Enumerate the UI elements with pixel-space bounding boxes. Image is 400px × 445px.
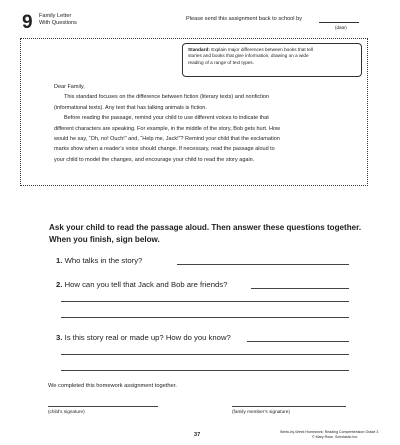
instructions: Ask your child to read the passage aloud. Then answer these questions together. When you finish, sign below. — [49, 223, 362, 244]
header-title-line2: With Questions — [39, 20, 77, 26]
date-label: (date) — [335, 25, 347, 30]
footer-credit-line1: Week-by-Week Homework: Reading Comprehension Grade 3 — [280, 430, 379, 434]
question-number: 1. — [56, 256, 63, 265]
question-text: Is this story real or made up? How do you know? — [64, 333, 231, 342]
header-title-line1: Family Letter — [39, 13, 72, 19]
letter-greeting: Dear Family, — [54, 84, 85, 90]
family-signature-label: (family member’s signature) — [232, 409, 290, 414]
date-blank-line[interactable] — [319, 22, 359, 23]
answer-line[interactable] — [61, 317, 349, 318]
completion-statement: We completed this homework assignment together. — [48, 383, 177, 389]
question-text: Who talks in the story? — [64, 256, 143, 265]
page-number: 37 — [194, 432, 201, 438]
child-signature-line[interactable] — [48, 406, 158, 407]
letter-line: Before reading the passage, remind your child to use different voices to indicate that — [64, 115, 269, 121]
activity-number: 9 — [22, 12, 33, 33]
standard-label: Standard: — [188, 47, 210, 52]
answer-line[interactable] — [61, 301, 349, 302]
question-3 — [56, 333, 231, 342]
answer-line[interactable] — [247, 341, 349, 342]
footer-credit-line2: © Mary Rose, Scholastic Inc. — [312, 435, 359, 439]
letter-line: would he say, “Oh, no! Ouch!” and, “Help me, Jack!”? Remind your child that the exclamation — [54, 136, 280, 142]
standard-line1: Explain major differences between books that tell — [211, 47, 313, 52]
question-1 — [56, 256, 142, 265]
question-2 — [56, 280, 227, 289]
standard-line2: stories and books that give information, drawing on a wide — [188, 53, 309, 59]
child-signature-label: (child’s signature) — [48, 409, 85, 414]
question-number: 2. — [56, 280, 63, 289]
family-signature-line[interactable] — [232, 406, 346, 407]
answer-line[interactable] — [61, 370, 349, 371]
answer-line[interactable] — [251, 288, 349, 289]
standard-box — [182, 43, 362, 77]
letter-line: marks show when a reader’s voice should change. If necessary, read the passage aloud to — [54, 146, 275, 152]
letter-line: This standard focuses on the difference between fiction (literary texts) and nonfiction — [64, 94, 270, 100]
letter-line: your child to model the changes, and encourage your child to read the story again. — [54, 157, 255, 163]
standard-line3: reading of a range of text types. — [188, 59, 254, 65]
question-number: 3. — [56, 333, 63, 342]
letter-line: different characters are speaking. For example, in the middle of the story, Bob gets hurt. How — [54, 126, 281, 132]
letter-line: (informational texts). Any text that has talking animals is fiction. — [54, 105, 207, 111]
answer-line[interactable] — [177, 264, 349, 265]
question-text: How can you tell that Jack and Bob are friends? — [64, 280, 228, 289]
send-back-instruction: Please send this assignment back to school by — [186, 16, 302, 22]
answer-line[interactable] — [61, 354, 349, 355]
